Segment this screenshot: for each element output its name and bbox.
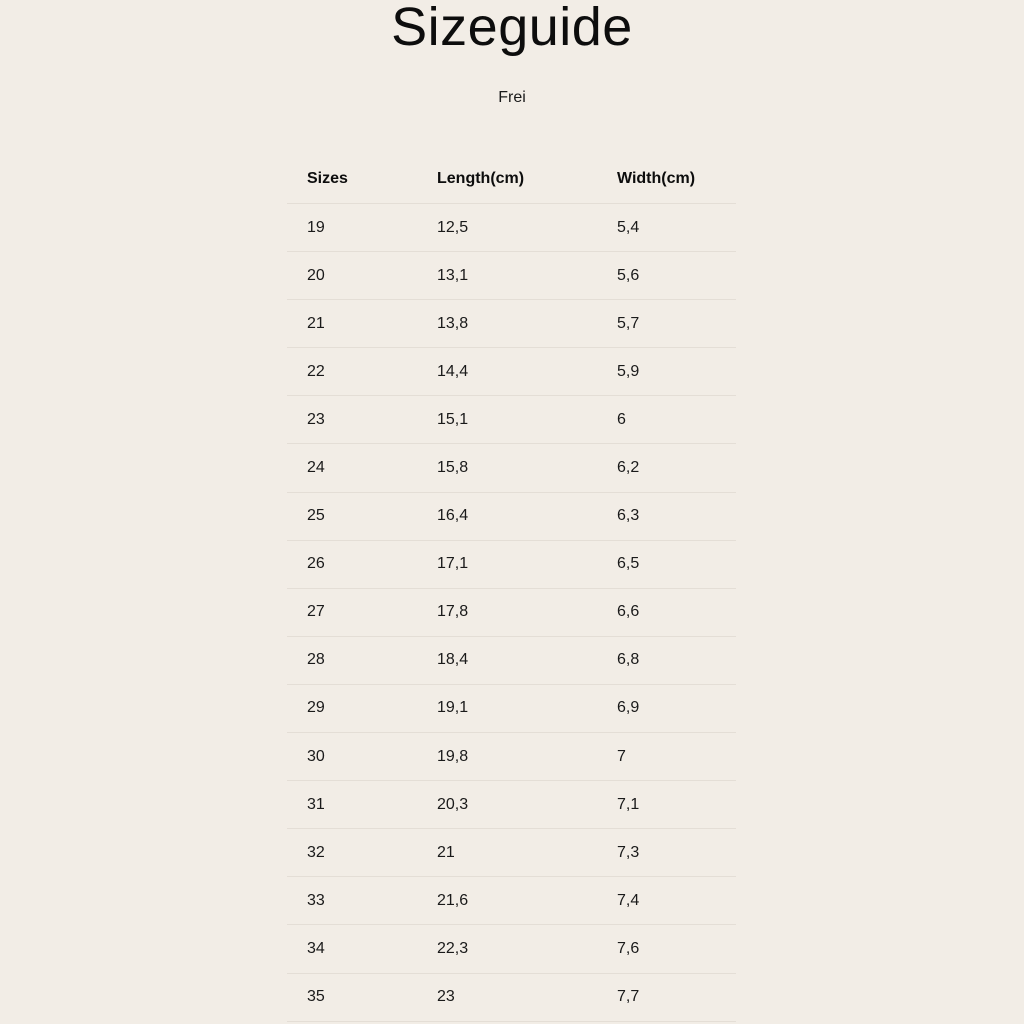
table-body: [287, 204, 736, 1022]
size-cell: 24: [307, 459, 325, 477]
size-cell: 30: [307, 747, 325, 765]
table-row: [287, 974, 736, 1022]
size-cell: 28: [307, 651, 325, 669]
size-cell: 21: [307, 314, 325, 332]
length-cell: 22,3: [437, 939, 469, 957]
size-cell: 26: [307, 555, 325, 573]
width-cell: 7,7: [617, 988, 640, 1006]
length-cell: 21: [437, 843, 455, 861]
table-row: [287, 444, 736, 492]
length-cell: 13,8: [437, 314, 469, 332]
width-cell: 6,9: [617, 699, 640, 717]
table-row: [287, 829, 736, 877]
size-table: [287, 154, 736, 1022]
header-width: Width(cm): [617, 169, 696, 187]
table-row: [287, 252, 736, 300]
width-cell: 5,7: [617, 314, 640, 332]
length-cell: 18,4: [437, 651, 469, 669]
size-cell: 25: [307, 507, 325, 525]
length-cell: 16,4: [437, 507, 469, 525]
length-cell: 17,1: [437, 555, 469, 573]
width-cell: 5,6: [617, 266, 640, 284]
length-cell: 17,8: [437, 603, 469, 621]
table-row: [287, 204, 736, 252]
size-cell: 20: [307, 266, 325, 284]
table-row: [287, 541, 736, 589]
width-cell: 7,1: [617, 795, 640, 813]
size-cell: 32: [307, 843, 325, 861]
header-length: Length(cm): [437, 169, 525, 187]
width-cell: 6,5: [617, 555, 640, 573]
width-cell: 6,8: [617, 651, 640, 669]
table-row: [287, 493, 736, 541]
size-cell: 35: [307, 988, 325, 1006]
page-title: Sizeguide: [391, 0, 633, 57]
size-cell: 27: [307, 603, 325, 621]
length-cell: 19,8: [437, 747, 469, 765]
size-cell: 22: [307, 362, 325, 380]
length-cell: 12,5: [437, 218, 469, 236]
width-cell: 7,6: [617, 939, 640, 957]
table-row: [287, 637, 736, 685]
size-cell: 33: [307, 891, 325, 909]
width-cell: 6,3: [617, 507, 640, 525]
size-cell: 31: [307, 795, 325, 813]
header-sizes: Sizes: [307, 169, 348, 187]
length-cell: 23: [437, 988, 455, 1006]
width-cell: 5,9: [617, 362, 640, 380]
length-cell: 15,8: [437, 459, 469, 477]
length-cell: 15,1: [437, 410, 469, 428]
table-row: [287, 925, 736, 973]
table-row: [287, 877, 736, 925]
width-cell: 5,4: [617, 218, 640, 236]
width-cell: 7,3: [617, 843, 640, 861]
length-cell: 21,6: [437, 891, 469, 909]
table-row: [287, 685, 736, 733]
page-subtitle: Frei: [498, 89, 526, 106]
table-row: [287, 589, 736, 637]
size-cell: 19: [307, 218, 325, 236]
width-cell: 7,4: [617, 891, 640, 909]
width-cell: 6: [617, 410, 626, 428]
table-row: [287, 781, 736, 829]
table-row: [287, 733, 736, 781]
length-cell: 14,4: [437, 362, 469, 380]
width-cell: 7: [617, 747, 626, 765]
length-cell: 19,1: [437, 699, 469, 717]
width-cell: 6,2: [617, 459, 640, 477]
table-row: [287, 348, 736, 396]
length-cell: 20,3: [437, 795, 469, 813]
size-cell: 34: [307, 939, 325, 957]
size-cell: 23: [307, 410, 325, 428]
table-row: [287, 396, 736, 444]
width-cell: 6,6: [617, 603, 640, 621]
size-cell: 29: [307, 699, 325, 717]
length-cell: 13,1: [437, 266, 469, 284]
table-header-row: [287, 154, 736, 204]
table-row: [287, 300, 736, 348]
